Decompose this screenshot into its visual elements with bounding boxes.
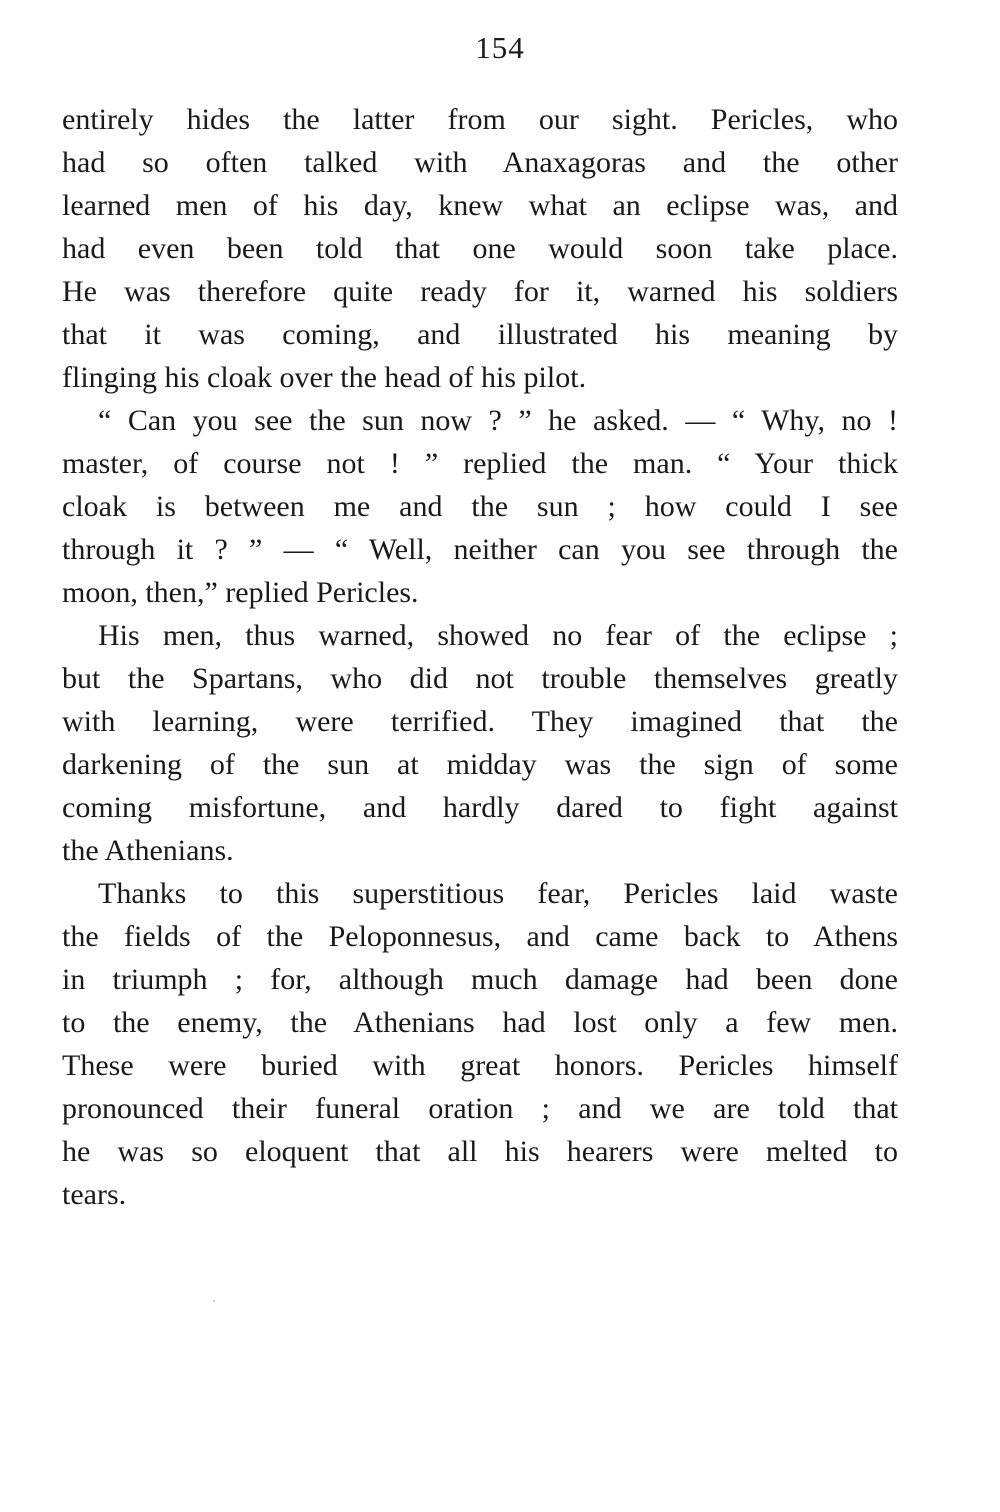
text-line: tears. (62, 1178, 127, 1211)
text-line: His men, thus warned, showed no fear of the eclipse ; (98, 619, 898, 652)
text-line: to the enemy, the Athenians had lost only a few men. (62, 1006, 898, 1039)
text-line: cloak is between me and the sun ; how could I see (62, 490, 898, 523)
text-line: master, of course not ! ” replied the man. “ Your thick (62, 447, 898, 480)
text-line: These were buried with great honors. Pericles himself (62, 1049, 898, 1082)
text-line: had so often talked with Anaxagoras and the other (62, 146, 898, 179)
paragraph-1 (62, 98, 898, 399)
page-number: 154 (475, 30, 525, 65)
text-line: darkening of the sun at midday was the sign of some (62, 748, 898, 781)
text-line: through it ? ” — “ Well, neither can you see through the (62, 533, 898, 566)
text-line: coming misfortune, and hardly dared to fight against (62, 791, 898, 824)
text-line: with learning, were terrified. They imagined that the (62, 705, 898, 738)
paper-speck (213, 1300, 215, 1302)
text-line: but the Spartans, who did not trouble themselves greatly (62, 662, 898, 695)
text-line: moon, then,” replied Pericles. (62, 576, 419, 609)
paragraph-4 (62, 872, 898, 1216)
text-line: Thanks to this superstitious fear, Pericles laid waste (98, 877, 898, 910)
text-line: the fields of the Peloponnesus, and came back to Athens (62, 920, 898, 953)
body-text (62, 98, 898, 1216)
text-line: flinging his cloak over the head of his pilot. (62, 361, 587, 394)
text-line: He was therefore quite ready for it, warned his soldiers (62, 275, 898, 308)
text-line: that it was coming, and illustrated his meaning by (62, 318, 898, 351)
text-line: “ Can you see the sun now ? ” he asked. — “ Why, no ! (98, 404, 898, 437)
text-line: in triumph ; for, although much damage had been done (62, 963, 898, 996)
text-line: pronounced their funeral oration ; and we are told that (62, 1092, 898, 1125)
text-line: learned men of his day, knew what an eclipse was, and (62, 189, 898, 222)
paragraph-3 (62, 614, 898, 872)
text-line: entirely hides the latter from our sight. Pericles, who (62, 103, 898, 136)
paragraph-2 (62, 399, 898, 614)
text-line: had even been told that one would soon take place. (62, 232, 898, 265)
text-line: he was so eloquent that all his hearers were melted to (62, 1135, 898, 1168)
text-line: the Athenians. (62, 834, 234, 867)
